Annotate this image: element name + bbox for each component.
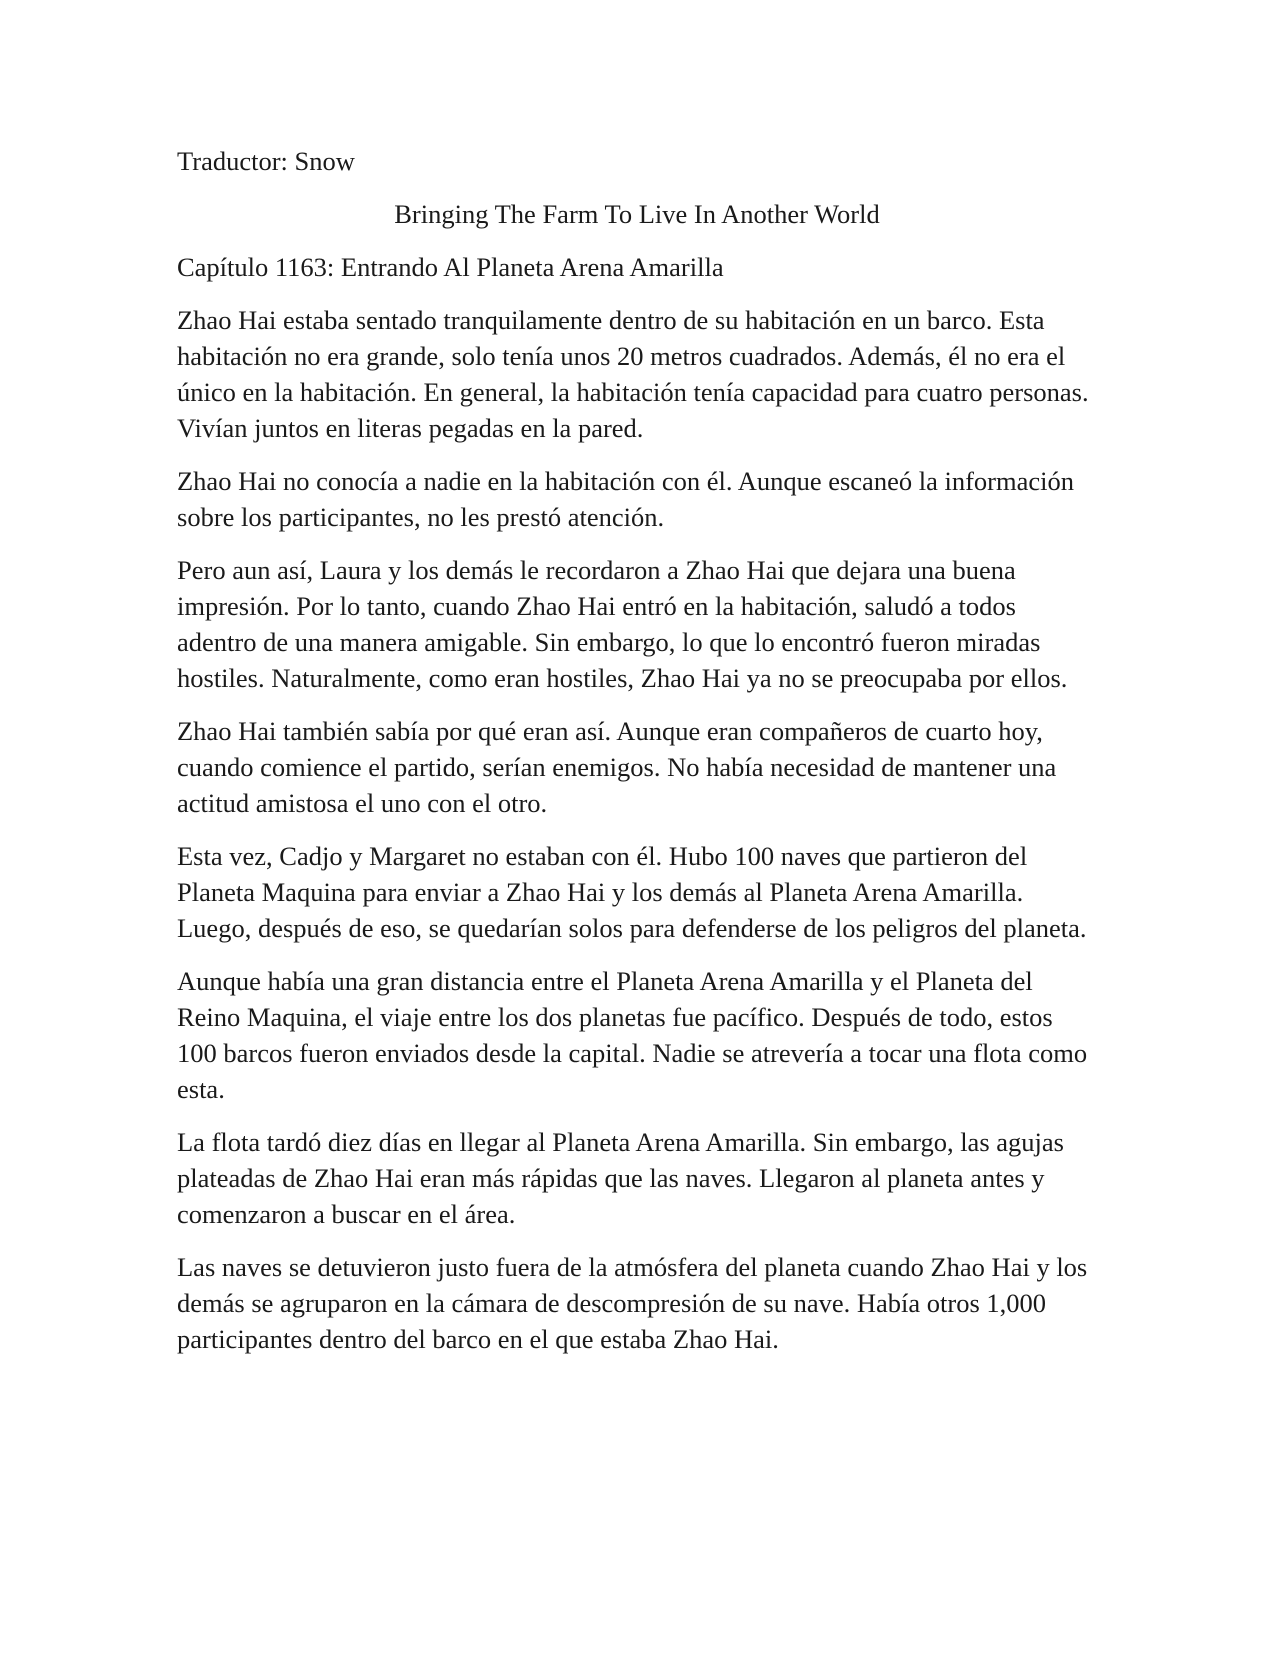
paragraph: Pero aun así, Laura y los demás le recordaron a Zhao Hai que dejara una buena impresión. Por lo tanto, cuando Zhao Hai entró en la habitación, saludó a todos adentro de una manera amigable. Sin embargo, lo que lo encontró fueron miradas hostiles. Naturalmente, como eran hostiles, Zhao Hai ya no se preocupaba por ellos. bbox=[177, 555, 1068, 693]
paragraph: Zhao Hai no conocía a nadie en la habitación con él. Aunque escaneó la información sobre los participantes, no les prestó atención. bbox=[177, 466, 1074, 532]
chapter-title: Capítulo 1163: Entrando Al Planeta Arena Amarilla bbox=[177, 252, 724, 282]
paragraph: Aunque había una gran distancia entre el Planeta Arena Amarilla y el Planeta del Reino Maquina, el viaje entre los dos planetas fue pacífico. Después de todo, estos 100 barcos fueron enviados desde la capital. Nadie se atrevería a tocar una flota como esta. bbox=[177, 966, 1088, 1104]
paragraph: La flota tardó diez días en llegar al Planeta Arena Amarilla. Sin embargo, las agujas plateadas de Zhao Hai eran más rápidas que las naves. Llegaron al planeta antes y comenzaron a buscar en el área. bbox=[177, 1127, 1064, 1229]
document-body bbox=[177, 143, 1097, 1374]
series-title: Bringing The Farm To Live In Another World bbox=[394, 199, 880, 229]
paragraph: Las naves se detuvieron justo fuera de la atmósfera del planeta cuando Zhao Hai y los demás se agruparon en la cámara de descompresión de su nave. Había otros 1,000 participantes dentro del barco en el que estaba Zhao Hai. bbox=[177, 1252, 1088, 1354]
paragraph: Zhao Hai también sabía por qué eran así. Aunque eran compañeros de cuarto hoy, cuando comience el partido, serían enemigos. No había necesidad de mantener una actitud amistosa el uno con el otro. bbox=[177, 716, 1057, 818]
paragraph: Esta vez, Cadjo y Margaret no estaban con él. Hubo 100 naves que partieron del Planeta Maquina para enviar a Zhao Hai y los demás al Planeta Arena Amarilla. Luego, después de eso, se quedarían solos para defenderse de los peligros del planeta. bbox=[177, 841, 1087, 943]
translator-credit: Traductor: Snow bbox=[177, 146, 355, 176]
paragraph: Zhao Hai estaba sentado tranquilamente dentro de su habitación en un barco. Esta habitación no era grande, solo tenía unos 20 metros cuadrados. Además, él no era el único en la habitación. En general, la habitación tenía capacidad para cuatro personas. Vivían juntos en literas pegadas en la pared. bbox=[177, 305, 1089, 443]
